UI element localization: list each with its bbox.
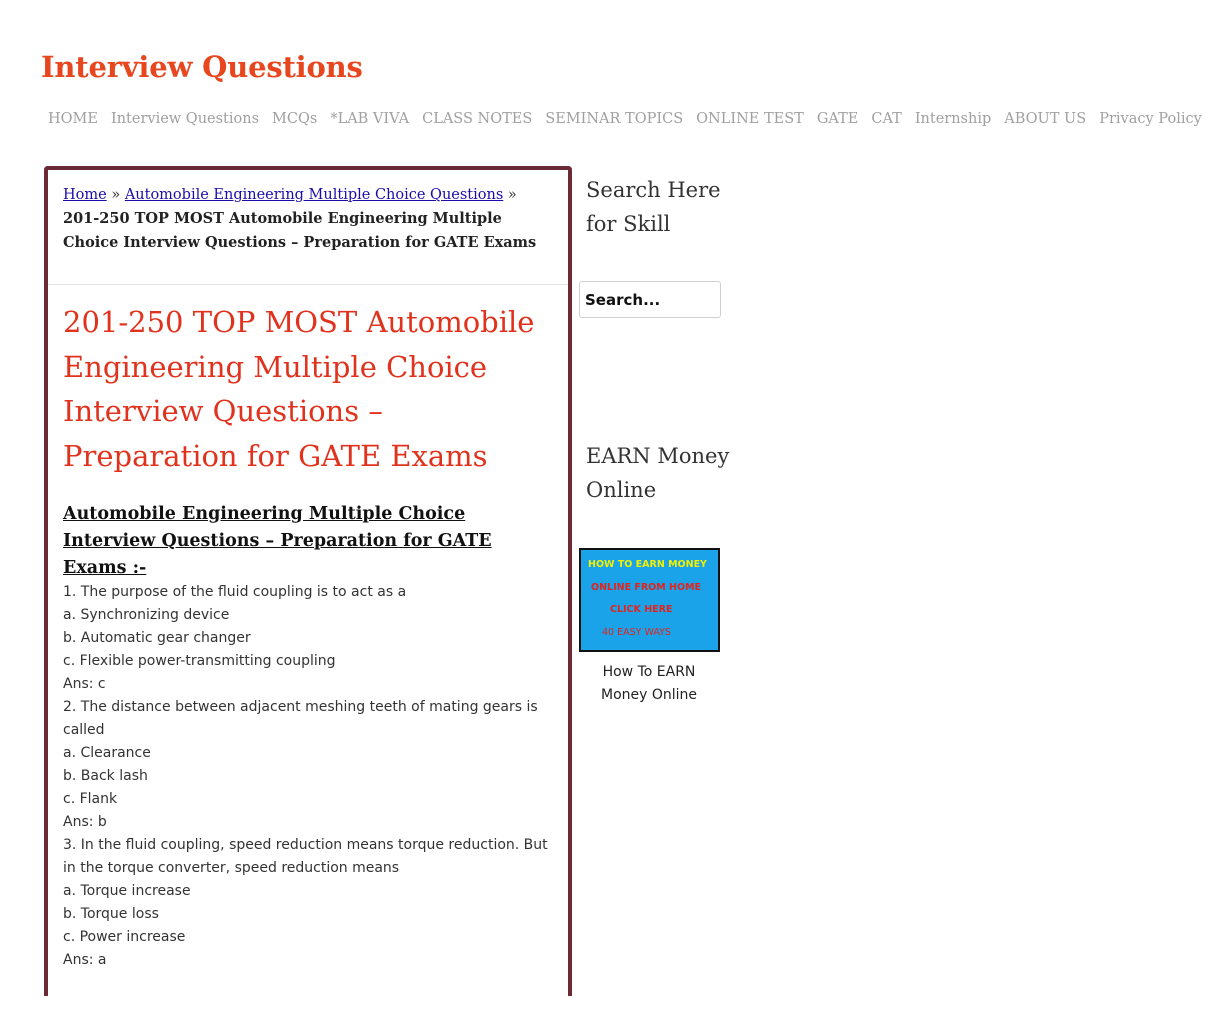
breadcrumb-home-link[interactable]: Home	[63, 187, 107, 203]
option-text: a. Clearance	[63, 745, 151, 761]
earn-money-ad-banner[interactable]	[579, 548, 720, 652]
question-text: 3. In the fluid coupling, speed reduction means torque reduction. But in the torque converter, speed reduction means	[63, 837, 548, 876]
ad-line: 40 EASY WAYS	[602, 627, 671, 638]
breadcrumb-separator: »	[507, 187, 517, 203]
site-title[interactable]: Interview Questions	[41, 50, 363, 84]
sidebar-earn-heading: EARN Money Online	[586, 444, 730, 502]
breadcrumb-category-link[interactable]: Automobile Engineering Multiple Choice Questions	[124, 187, 504, 203]
nav-item-home[interactable]: HOME	[48, 111, 98, 127]
option-text: c. Flank	[63, 791, 118, 807]
ad-line: HOW TO EARN MONEY	[588, 559, 707, 570]
main-nav	[48, 108, 1202, 131]
search-input[interactable]: Search...	[579, 281, 721, 318]
question-text: 1. The purpose of the fluid coupling is to act as a	[63, 584, 407, 600]
option-text: b. Back lash	[63, 768, 148, 784]
ad-line: ONLINE FROM HOME	[591, 582, 701, 593]
question-text: 2. The distance between adjacent meshing teeth of mating gears is called	[63, 699, 538, 738]
question-list	[63, 581, 553, 972]
ad-click-here: CLICK HERE	[610, 604, 673, 615]
breadcrumb	[63, 184, 548, 255]
breadcrumb-current: 201-250 TOP MOST Automobile Engineering Multiple Choice Interview Questions – Preparation for GATE Exams	[63, 210, 537, 251]
answer-text: Ans: c	[63, 676, 106, 692]
nav-item-interview-questions[interactable]: Interview Questions	[110, 111, 260, 127]
breadcrumb-separator: »	[111, 187, 121, 203]
option-text: a. Torque increase	[63, 883, 191, 899]
option-text: a. Synchronizing device	[63, 607, 230, 623]
ad-caption[interactable]: How To EARN Money Online	[600, 664, 698, 703]
nav-item-privacy-policy[interactable]: Privacy Policy	[1099, 111, 1202, 127]
option-text: b. Automatic gear changer	[63, 630, 251, 646]
post-title: 201-250 TOP MOST Automobile Engineering Multiple Choice Interview Questions – Preparation for GATE Exams	[63, 305, 535, 473]
answer-text: Ans: a	[63, 952, 107, 968]
option-text: c. Power increase	[63, 929, 186, 945]
nav-item-gate[interactable]: GATE	[816, 111, 859, 127]
option-text: b. Torque loss	[63, 906, 159, 922]
sidebar-search-heading: Search Here for Skill	[586, 178, 721, 236]
nav-item-online-test[interactable]: ONLINE TEST	[696, 111, 804, 127]
nav-item-cat[interactable]: CAT	[871, 111, 902, 127]
nav-item-about-us[interactable]: ABOUT US	[1004, 111, 1087, 127]
nav-item-lab-viva[interactable]: *LAB VIVA	[330, 111, 410, 127]
nav-item-mcqs[interactable]: MCQs	[272, 111, 318, 127]
section-heading: Automobile Engineering Multiple Choice Interview Questions – Preparation for GATE Exams :-	[63, 504, 492, 578]
divider	[48, 284, 568, 285]
nav-item-internship[interactable]: Internship	[914, 111, 992, 127]
nav-item-seminar-topics[interactable]: SEMINAR TOPICS	[545, 111, 684, 127]
option-text: c. Flexible power-transmitting coupling	[63, 653, 336, 669]
nav-item-class-notes[interactable]: CLASS NOTES	[422, 111, 533, 127]
answer-text: Ans: b	[63, 814, 107, 830]
